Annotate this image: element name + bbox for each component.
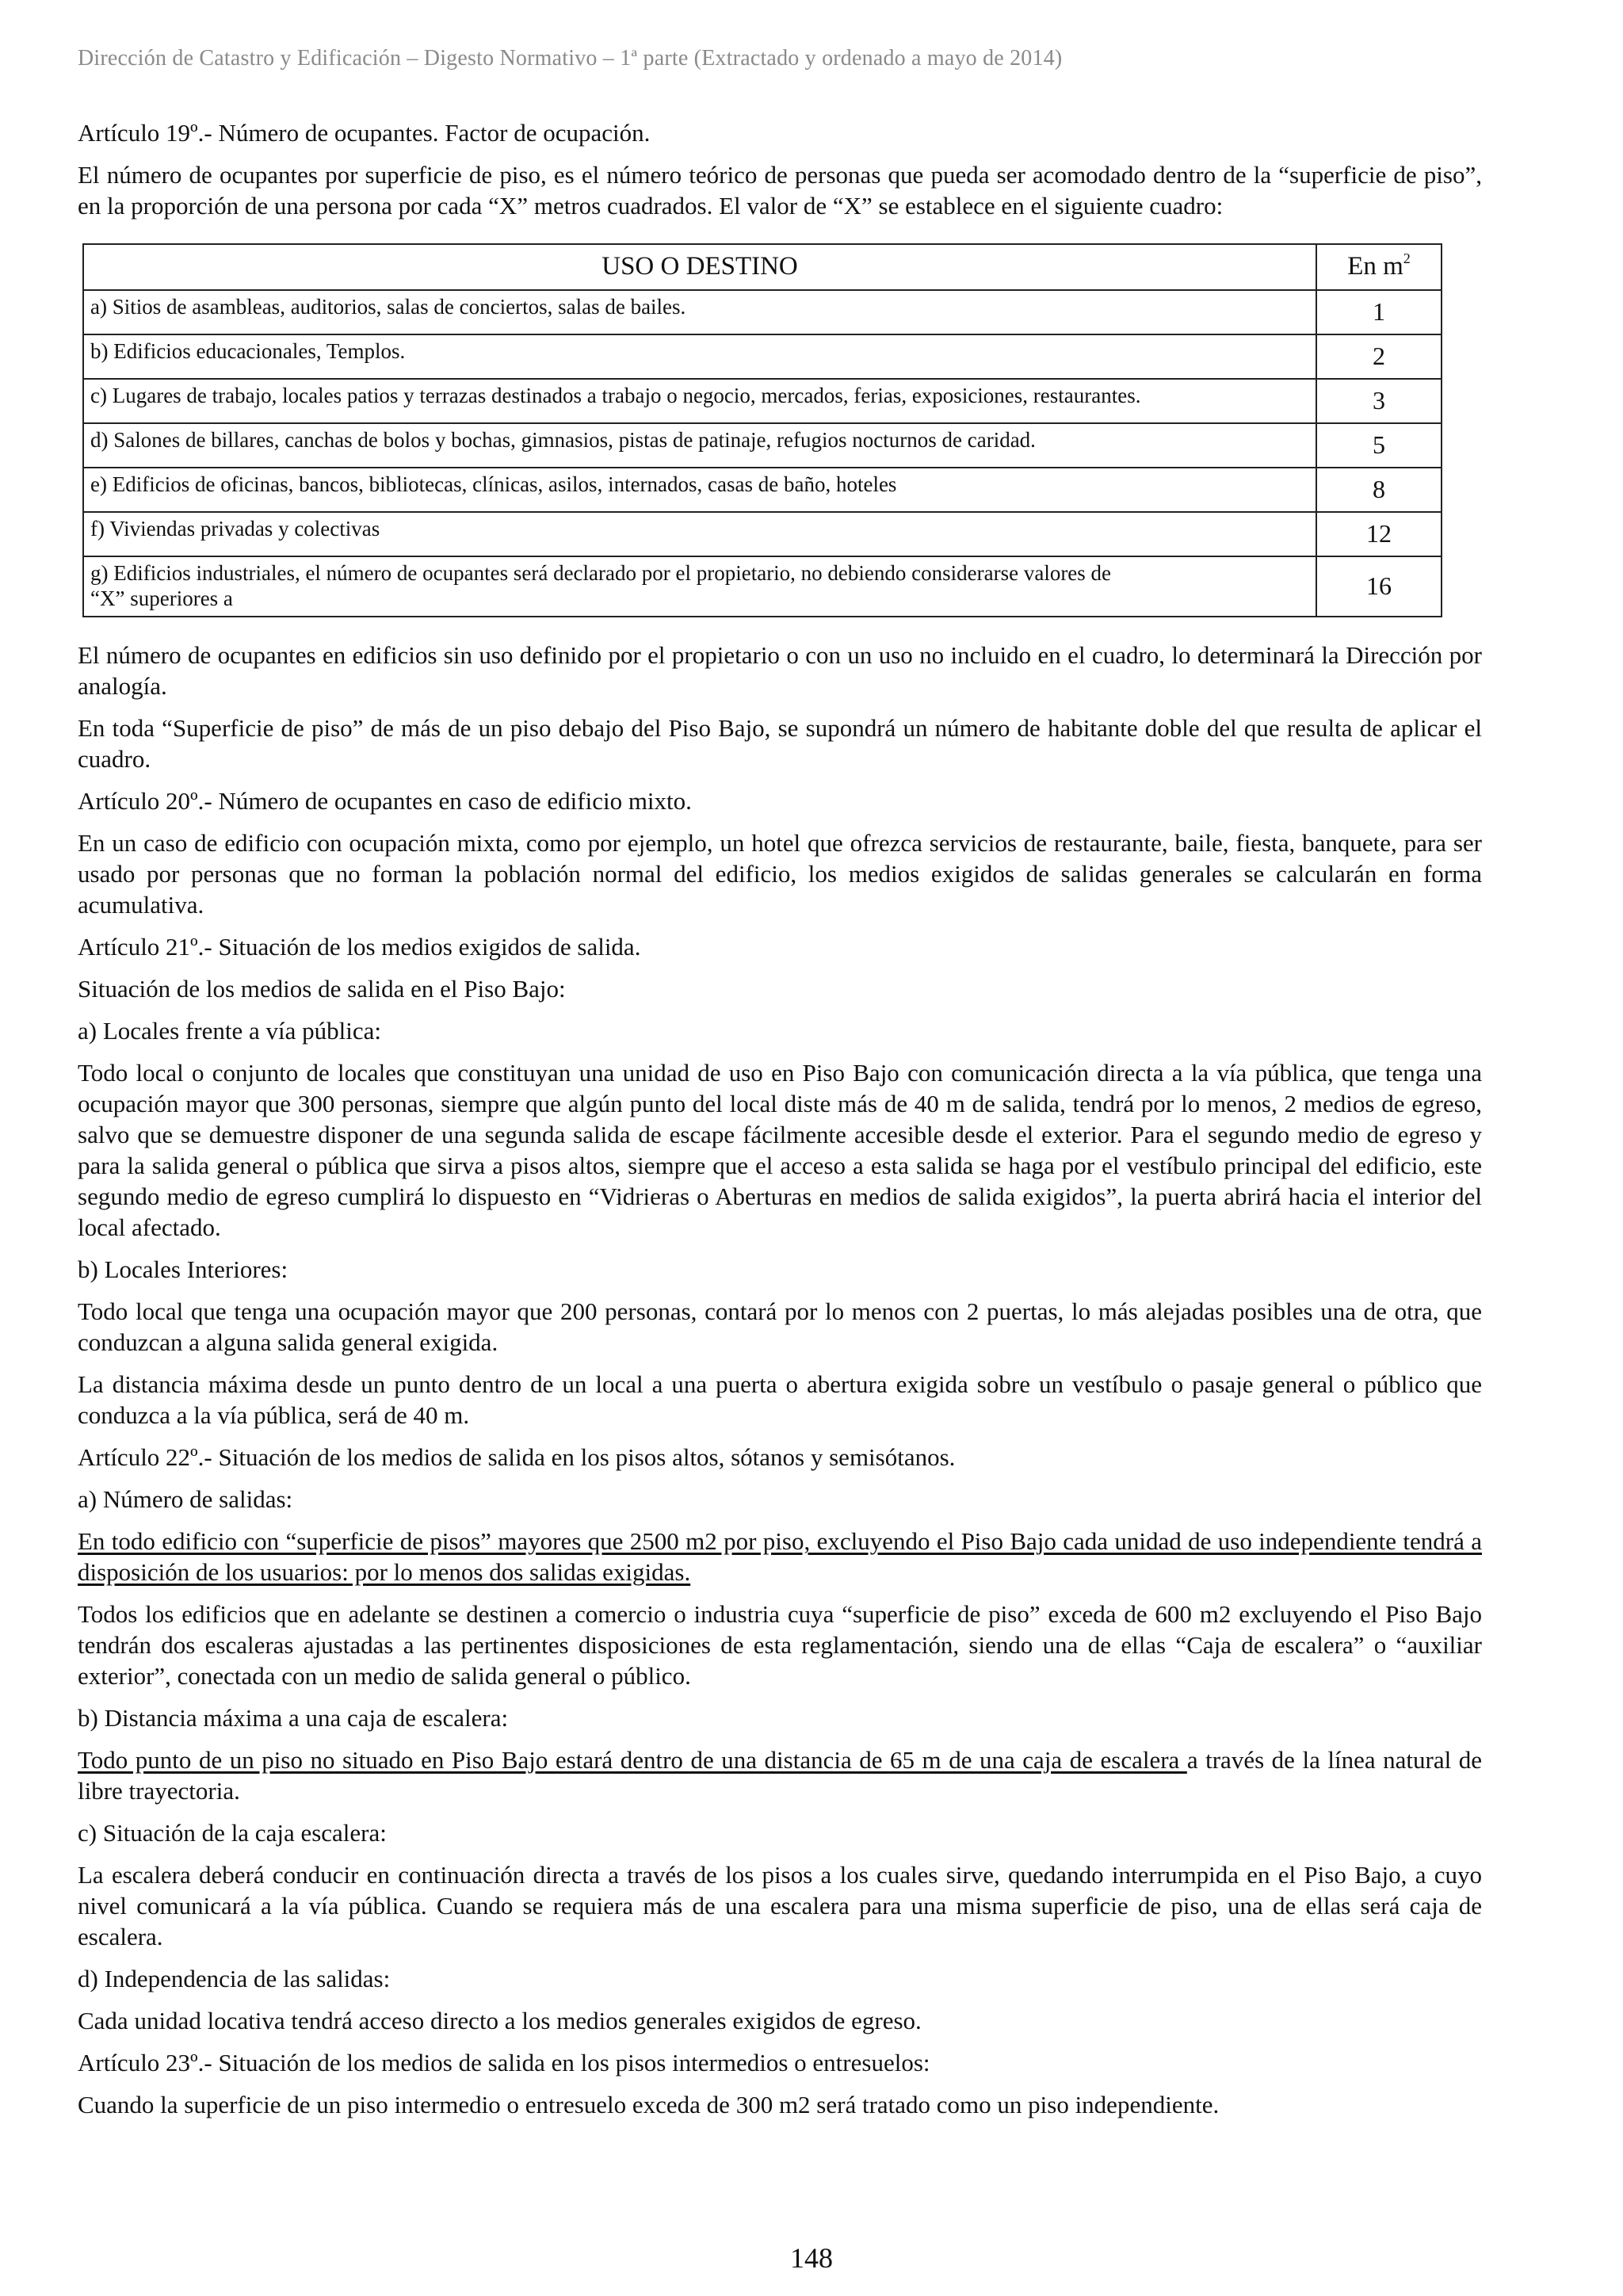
paragraph: La escalera deberá conducir en continuación directa a través de los pisos a los cuales sirve, quedando interrumpida en el Piso Bajo, a cuyo nivel comunicará a la vía pública. Cuando se requiera más de una escalera para una misma superficie de piso, una de ellas será caja de escalera. [78, 1861, 1482, 1950]
paragraph: En un caso de edificio con ocupación mixta, como por ejemplo, un hotel que ofrezca servicios de restaurante, baile, fiesta, banquete, para ser usado por personas que no forman la población normal del edificio, los medios exigidos de salidas generales se calcularán en forma acumulativa. [78, 829, 1482, 919]
subheading: a) Locales frente a vía pública: [78, 1017, 381, 1045]
row-use: e) Edificios de oficinas, bancos, bibliotecas, clínicas, asilos, internados, casas de baño, hoteles [83, 468, 1316, 512]
row-value: 3 [1316, 379, 1442, 423]
subheading: b) Distancia máxima a una caja de escalera: [78, 1704, 509, 1732]
article-21-heading: Artículo 21º.- Situación de los medios exigidos de salida. [78, 933, 641, 961]
subheading: a) Número de salidas: [78, 1485, 293, 1513]
row-use: f) Viviendas privadas y colectivas [83, 512, 1316, 556]
paragraph: Todo local o conjunto de locales que constituyan una unidad de uso en Piso Bajo con comunicación directa a la vía pública, que tenga una ocupación mayor que 300 personas, siempre que algún punto del local diste más de 40 m de salida, tendrá por lo menos, 2 medios de egreso, salvo que se demuestre disponer de una segunda salida de escape fácilmente accesible desde el exterior. Para el segundo medio de egreso y para la salida general o pública que sirva a pisos altos, siempre que el acceso a esta salida se haga por el vestíbulo principal del edificio, este segundo medio de egreso cumplirá lo dispuesto en “Vidrieras o Aberturas en medios de salida exigidos”, la puerta abrirá hacia el interior del local afectado. [78, 1059, 1482, 1241]
table-row [83, 290, 1442, 334]
subheading: d) Independencia de las salidas: [78, 1965, 391, 1992]
article-22-heading: Artículo 22º.- Situación de los medios de salida en los pisos altos, sótanos y semisótanos. [78, 1443, 956, 1471]
paragraph: En toda “Superficie de piso” de más de un piso debajo del Piso Bajo, se supondrá un número de habitante doble del que resulta de aplicar el cuadro. [78, 714, 1482, 773]
table-header-row [83, 244, 1442, 290]
header-value-superscript: 2 [1403, 250, 1411, 266]
article-19-heading: Artículo 19º.- Número de ocupantes. Factor de ocupación. [78, 119, 651, 147]
table-row [83, 379, 1442, 423]
distance-paragraph [78, 1744, 1482, 1806]
row-use: c) Lugares de trabajo, locales patios y terrazas destinados a trabajo o negocio, mercados, ferias, exposiciones, restaurantes. [83, 379, 1316, 423]
row-value: 5 [1316, 423, 1442, 468]
page-number: 148 [790, 2242, 833, 2274]
row-value: 12 [1316, 512, 1442, 556]
distance-underlined-text: Todo punto de un piso no situado en Piso Bajo estará dentro de una distancia de 65 m de una caja de escalera [78, 1746, 1187, 1774]
running-header: Dirección de Catastro y Edificación – Digesto Normativo – 1ª parte (Extractado y ordenado a mayo de 2014) [78, 46, 1063, 71]
subheading: c) Situación de la caja escalera: [78, 1819, 387, 1847]
paragraph: Todo local que tenga una ocupación mayor que 200 personas, contará por lo menos con 2 puertas, lo más alejadas posibles una de otra, que conduzcan a alguna salida general exigida. [78, 1297, 1482, 1356]
article-19-text: El número de ocupantes por superficie de piso, es el número teórico de personas que pueda ser acomodado dentro de la “superficie de piso”, en la proporción de una persona por cada “X” metros cuadrados. El valor de “X” se establece en el siguiente cuadro: [78, 161, 1482, 220]
distance-rest-text: a través de la línea natural de libre trayectoria. [78, 1746, 1482, 1805]
paragraph: La distancia máxima desde un punto dentro de un local a una puerta o abertura exigida sobre un vestíbulo o pasaje general o público que conduzca a la vía pública, será de 40 m. [78, 1370, 1482, 1429]
header-value [1316, 244, 1442, 290]
table-row [83, 468, 1442, 512]
paragraph: Todos los edificios que en adelante se destinen a comercio o industria cuya “superficie de piso” exceda de 600 m2 excluyendo el Piso Bajo tendrán dos escaleras ajustadas a las pertinentes disposiciones de esta reglamentación, siendo una de ellas “Caja de escalera” o “auxiliar exterior”, conectada con un medio de salida general o público. [78, 1600, 1482, 1690]
underlined-paragraph: En todo edificio con “superficie de pisos” mayores que 2500 m2 por piso, excluyendo el Piso Bajo cada unidad de uso independiente tendrá a disposición de los usuarios: por lo menos dos salidas exigidas. [78, 1527, 1482, 1586]
subheading: Situación de los medios de salida en el Piso Bajo: [78, 975, 566, 1003]
paragraph: Cuando la superficie de un piso intermedio o entresuelo exceda de 300 m2 será tratado como un piso independiente. [78, 2091, 1220, 2118]
occupancy-table [82, 243, 1442, 617]
row-use: a) Sitios de asambleas, auditorios, salas de conciertos, salas de bailes. [83, 290, 1316, 334]
table-row [83, 423, 1442, 468]
row-value: 2 [1316, 334, 1442, 379]
table-row [83, 512, 1442, 556]
row-value: 16 [1316, 556, 1442, 617]
article-23-heading: Artículo 23º.- Situación de los medios de salida en los pisos intermedios o entresuelos: [78, 2049, 930, 2076]
paragraph: El número de ocupantes en edificios sin uso definido por el propietario o con un uso no incluido en el cuadro, lo determinará la Dirección por analogía. [78, 641, 1482, 700]
paragraph: Cada unidad locativa tendrá acceso directo a los medios generales exigidos de egreso. [78, 2007, 922, 2034]
table-row [83, 334, 1442, 379]
document-body [78, 117, 1482, 2131]
row-use: b) Edificios educacionales, Templos. [83, 334, 1316, 379]
row-value: 1 [1316, 290, 1442, 334]
row-use: g) Edificios industriales, el número de ocupantes será declarado por el propietario, no debiendo considerarse valores de “X” superiores a [83, 556, 1316, 617]
row-value: 8 [1316, 468, 1442, 512]
header-value-label: En m [1347, 251, 1403, 281]
subheading: b) Locales Interiores: [78, 1255, 288, 1283]
row-use: d) Salones de billares, canchas de bolos y bochas, gimnasios, pistas de patinaje, refugios nocturnos de caridad. [83, 423, 1316, 468]
table-row [83, 556, 1442, 617]
article-20-heading: Artículo 20º.- Número de ocupantes en caso de edificio mixto. [78, 787, 692, 815]
header-use: USO O DESTINO [83, 244, 1316, 290]
